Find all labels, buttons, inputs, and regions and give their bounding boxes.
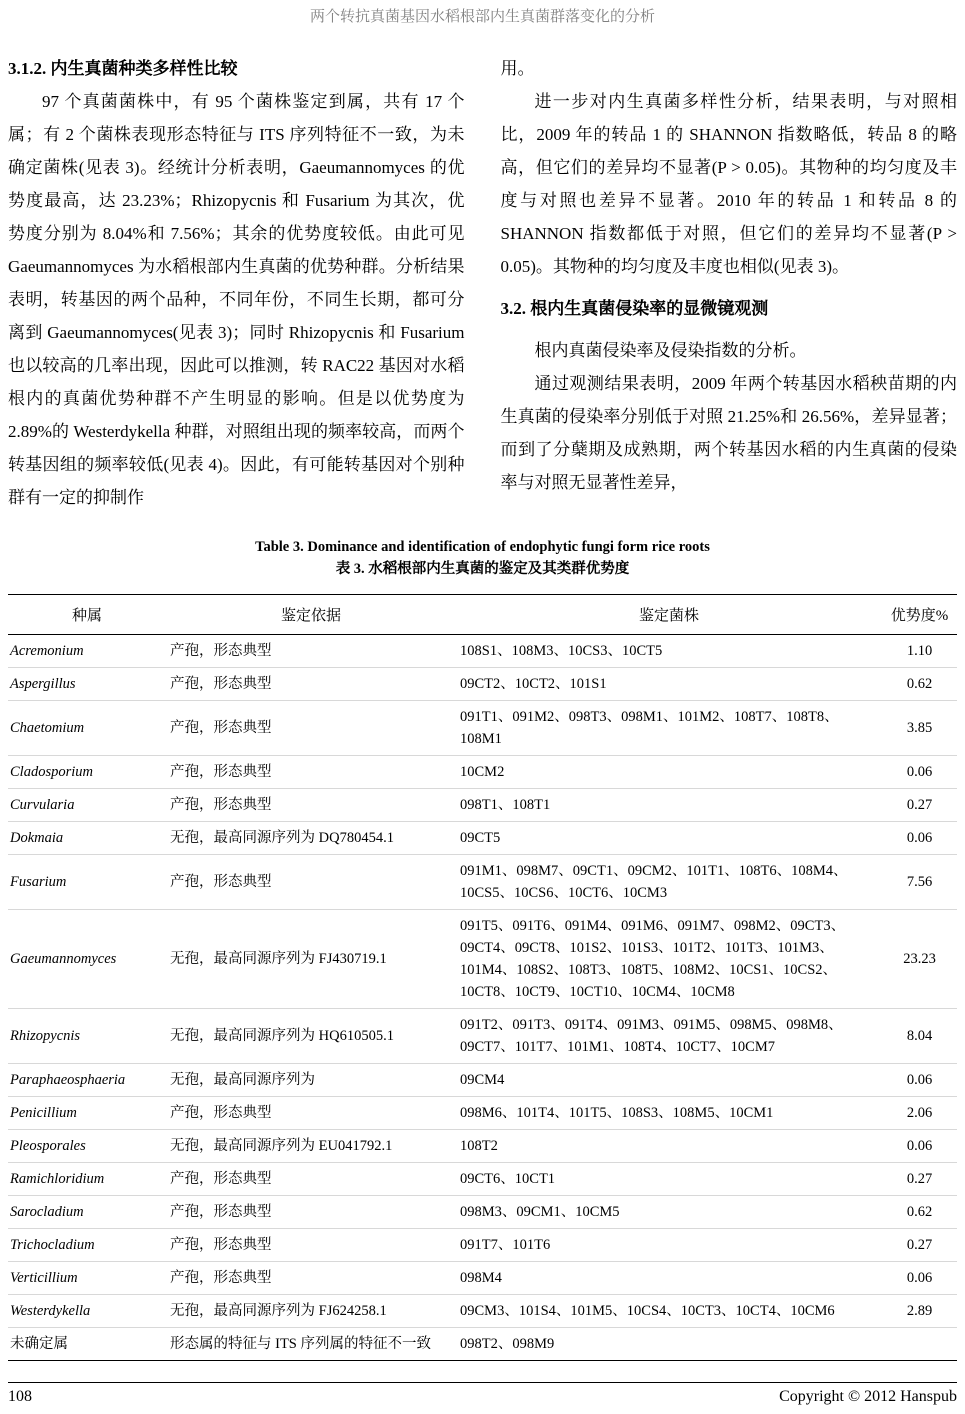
- table-row: [8, 1229, 957, 1262]
- table-row: [8, 1328, 957, 1361]
- basis-cell: 产孢，形态典型: [166, 756, 456, 789]
- dominance-cell: [882, 1328, 957, 1361]
- table-row: [8, 1130, 957, 1163]
- paragraph-infection-intro: 根内真菌侵染率及侵染指数的分析。: [534, 341, 807, 360]
- table-row: [8, 1097, 957, 1130]
- dominance-cell: 3.85: [882, 701, 957, 756]
- basis-cell: 产孢，形态典型: [166, 1097, 456, 1130]
- strains-cell: 098T1、108T1: [456, 789, 882, 822]
- genus-cell: Acremonium: [8, 635, 166, 668]
- genus-cell: Curvularia: [8, 789, 166, 822]
- table-captions: [8, 536, 957, 580]
- fungi-table-body: [8, 635, 957, 1361]
- basis-cell: 无孢，最高同源序列为 EU041792.1: [166, 1130, 456, 1163]
- page-footer: [8, 1382, 957, 1406]
- basis-cell: 产孢，形态典型: [166, 789, 456, 822]
- table-row: [8, 756, 957, 789]
- genus-cell: Rhizopycnis: [8, 1009, 166, 1064]
- page-number: 108: [8, 1388, 32, 1405]
- basis-cell: 无孢，最高同源序列为 FJ624258.1: [166, 1295, 456, 1328]
- col-header-genus: 种属: [8, 595, 166, 635]
- col-header-dominance: 优势度%: [882, 595, 957, 635]
- table-row: [8, 910, 957, 1009]
- strains-cell: 09CM3、101S4、101M5、10CS4、10CT3、10CT4、10CM6: [456, 1295, 882, 1328]
- basis-cell: 产孢，形态典型: [166, 635, 456, 668]
- basis-cell: 产孢，形态典型: [166, 1196, 456, 1229]
- basis-cell: 产孢，形态典型: [166, 1229, 456, 1262]
- dominance-cell: 2.89: [882, 1295, 957, 1328]
- genus-cell: Dokmaia: [8, 822, 166, 855]
- strains-cell: 091T7、101T6: [456, 1229, 882, 1262]
- strains-cell: 108S1、108M3、10CS3、10CT5: [456, 635, 882, 668]
- table-row: [8, 668, 957, 701]
- running-head: 两个转抗真菌基因水稻根部内生真菌群落变化的分析: [309, 9, 655, 25]
- strains-cell: 098M4: [456, 1262, 882, 1295]
- paragraph-shannon: 进一步对内生真菌多样性分析，结果表明，与对照相比，2009 年的转品 1 的 SHANNON 指数略低，转品 8 的略高，但它们的差异均不显著(P > 0.05)。其物种的均匀度及丰度与对照也差异不显著。2010 年的转品 1 和转品 8 的 SHANNON 指数都低于对照，但它们的差异均不显著(P > 0.05)。其物种的均匀度及丰度也相似(见表 3)。: [500, 92, 957, 276]
- strains-cell: 09CT5: [456, 822, 882, 855]
- strains-cell: 091T1、091M2、098T3、098M1、101M2、108T7、108T8、108M1: [456, 701, 882, 756]
- two-column-body: [8, 52, 957, 514]
- dominance-cell: 0.06: [882, 756, 957, 789]
- genus-cell: Fusarium: [8, 855, 166, 910]
- basis-cell: 产孢，形态典型: [166, 855, 456, 910]
- col-header-basis: 鉴定依据: [166, 595, 456, 635]
- dominance-cell: 23.23: [882, 910, 957, 1009]
- table-row: [8, 822, 957, 855]
- genus-cell: Gaeumannomyces: [8, 910, 166, 1009]
- dominance-cell: 0.06: [882, 822, 957, 855]
- strains-cell: 091M1、098M7、09CT1、09CM2、101T1、108T6、108M4、10CS5、10CS6、10CT6、10CM3: [456, 855, 882, 910]
- basis-cell: 无孢，最高同源序列为 HQ610505.1: [166, 1009, 456, 1064]
- genus-cell: Westerdykella: [8, 1295, 166, 1328]
- dominance-cell: 0.27: [882, 1229, 957, 1262]
- genus-cell: Paraphaeosphaeria: [8, 1064, 166, 1097]
- table-caption-en: Table 3. Dominance and identification of endophytic fungi form rice roots: [255, 539, 710, 555]
- table-row: [8, 635, 957, 668]
- table-row: [8, 789, 957, 822]
- paragraph-diversity: 97 个真菌菌株中，有 95 个菌株鉴定到属，共有 17 个属；有 2 个菌株表现形态特征与 ITS 序列特征不一致，为未确定菌株(见表 3)。经统计分析表明，Gaeumannomyces 的优势度最高，达 23.23%；Rhizopycnis 和 Fusarium 为其次，优势度分别为 8.04%和 7.56%；其余的优势度较低。由此可见 Gaeumannomyces 为水稻根部内生真菌的优势种群。分析结果表明，转基因的两个品种，不同年份，不同生长期，都可分离到 Gaeumannomyces(见表 3)；同时 Rhizopycnis 和 Fusarium 也以较高的几率出现，因此可以推测，转 RAC22 基因对水稻根内的真菌优势种群不产生明显的影响。但是以优势度为 2.89%的 Westerdykella 种群，对照组出现的频率较高，而两个转基因组的频率较低(见表 4)。因此，有可能转基因对个别种群有一定的抑制作: [8, 92, 465, 507]
- genus-cell: Chaetomium: [8, 701, 166, 756]
- section-heading-3-2: 3.2. 根内生真菌侵染率的显微镜观测: [500, 299, 769, 318]
- genus-cell: Aspergillus: [8, 668, 166, 701]
- genus-cell: Sarocladium: [8, 1196, 166, 1229]
- table-row: [8, 855, 957, 910]
- dominance-cell: 0.27: [882, 1163, 957, 1196]
- copyright-text: Copyright © 2012 Hanspub: [779, 1388, 957, 1405]
- strains-cell: 091T2、091T3、091T4、091M3、091M5、098M5、098M8、09CT7、101T7、101M1、108T4、10CT7、10CM7: [456, 1009, 882, 1064]
- section-heading-3-1-2: 3.1.2. 内生真菌种类多样性比较: [8, 59, 238, 78]
- table-row: [8, 1009, 957, 1064]
- strains-cell: 09CT6、10CT1: [456, 1163, 882, 1196]
- dominance-cell: 0.06: [882, 1064, 957, 1097]
- strains-cell: 10CM2: [456, 756, 882, 789]
- strains-cell: 09CT2、10CT2、101S1: [456, 668, 882, 701]
- dominance-cell: 0.62: [882, 668, 957, 701]
- basis-cell: 无孢，最高同源序列为 DQ780454.1: [166, 822, 456, 855]
- table-row: [8, 1262, 957, 1295]
- genus-cell: Pleosporales: [8, 1130, 166, 1163]
- basis-cell: 产孢，形态典型: [166, 668, 456, 701]
- fungi-table: [8, 594, 957, 1361]
- table-row: [8, 1064, 957, 1097]
- strains-cell: 098M6、101T4、101T5、108S3、108M5、10CM1: [456, 1097, 882, 1130]
- dominance-cell: 8.04: [882, 1009, 957, 1064]
- table-row: [8, 1196, 957, 1229]
- strains-cell: 098T2、098M9: [460, 1336, 555, 1352]
- basis-cell: 产孢，形态典型: [166, 1262, 456, 1295]
- strains-cell: 108T2: [456, 1130, 882, 1163]
- left-column: [8, 52, 465, 514]
- dominance-cell: 2.06: [882, 1097, 957, 1130]
- right-column: [501, 52, 958, 514]
- dominance-cell: 1.10: [882, 635, 957, 668]
- table-header-row: [8, 595, 957, 635]
- table-caption-zh: 表 3. 水稻根部内生真菌的鉴定及其类群优势度: [335, 561, 630, 577]
- paragraph-infection-results: 通过观测结果表明，2009 年两个转基因水稻秧苗期的内生真菌的侵染率分别低于对照 21.25%和 26.56%，差异显著；而到了分蘖期及成熟期，两个转基因水稻的内生真菌的侵染率与对照无显著性差异，: [500, 374, 957, 492]
- basis-cell: 无孢，最高同源序列为: [166, 1064, 456, 1097]
- paragraph-continuation: 用。: [500, 59, 535, 78]
- fungi-table-head: [8, 595, 957, 635]
- genus-cell: Cladosporium: [8, 756, 166, 789]
- col-header-strains: 鉴定菌株: [456, 595, 882, 635]
- dominance-cell: 0.27: [882, 789, 957, 822]
- strains-cell: 098M3、09CM1、10CM5: [456, 1196, 882, 1229]
- genus-cell: Verticillium: [8, 1262, 166, 1295]
- genus-cell: Penicillium: [8, 1097, 166, 1130]
- strains-cell: 091T5、091T6、091M4、091M6、091M7、098M2、09CT3、09CT4、09CT8、101S2、101S3、101T2、101T3、101M3、101M4、108S2、108T3、108T5、108M2、10CS1、10CS2、10CT8、10CT9、10CT10、10CM4、10CM8: [456, 910, 882, 1009]
- basis-cell: 无孢，最高同源序列为 FJ430719.1: [166, 910, 456, 1009]
- table-row: [8, 1163, 957, 1196]
- genus-cell: 未确定属: [10, 1336, 68, 1352]
- dominance-cell: 0.62: [882, 1196, 957, 1229]
- genus-cell: Trichocladium: [8, 1229, 166, 1262]
- basis-cell: 产孢，形态典型: [166, 1163, 456, 1196]
- dominance-cell: 0.06: [882, 1262, 957, 1295]
- table-row: [8, 1295, 957, 1328]
- dominance-cell: 0.06: [882, 1130, 957, 1163]
- table-row: [8, 701, 957, 756]
- strains-cell: 09CM4: [456, 1064, 882, 1097]
- basis-cell: 产孢，形态典型: [166, 701, 456, 756]
- basis-cell: 形态属的特征与 ITS 序列属的特征不一致: [170, 1336, 431, 1352]
- genus-cell: Ramichloridium: [8, 1163, 166, 1196]
- dominance-cell: 7.56: [882, 855, 957, 910]
